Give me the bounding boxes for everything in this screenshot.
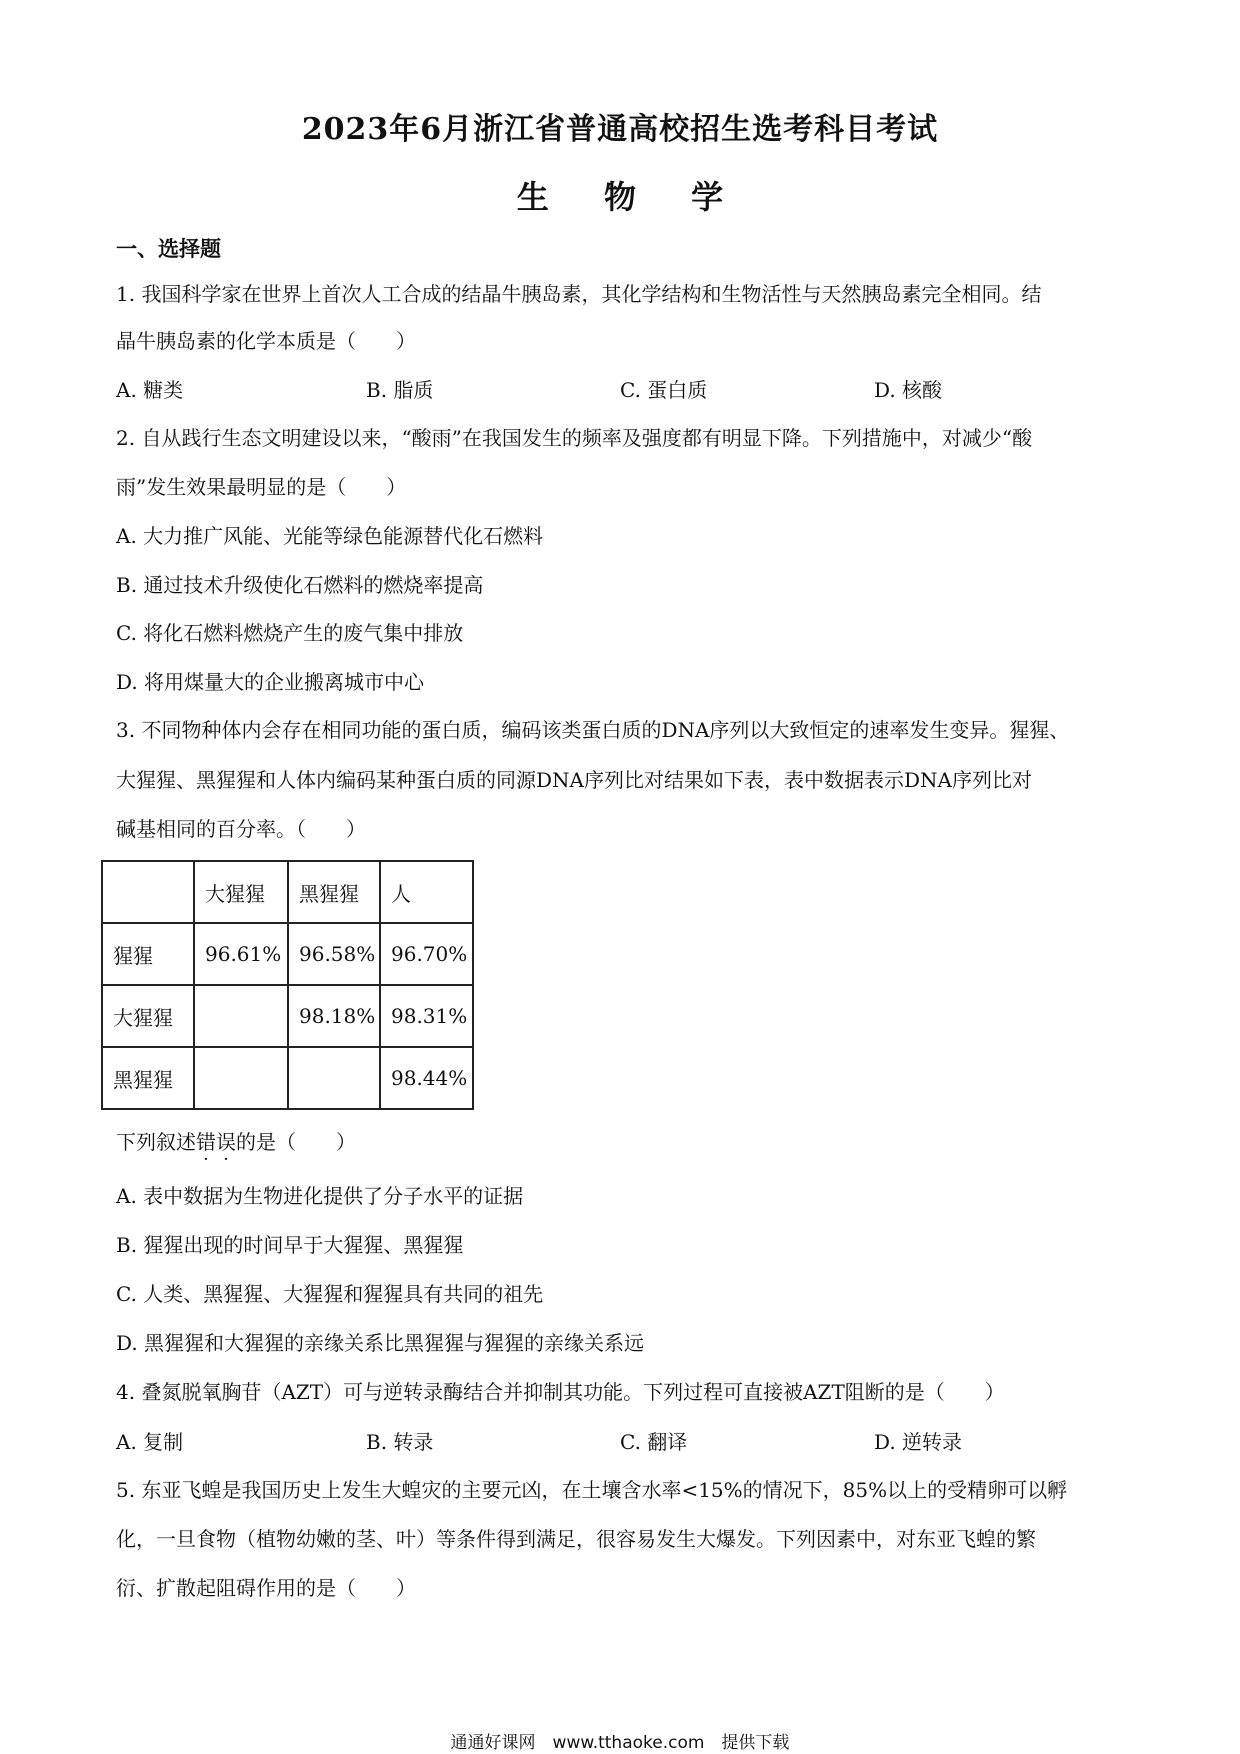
q5-stem-line2: 化，一旦食物（植物幼嫩的茎、叶）等条件得到满足，很容易发生大爆发。下列因素中，对东亚飞蝗的繁 xyxy=(116,1527,1036,1551)
q1-stem-line1: 1. 我国科学家在世界上首次人工合成的结晶牛胰岛素，其化学结构和生物活性与天然胰岛素完全相同。结 xyxy=(116,282,1042,306)
q3-stem-line2: 大猩猩、黑猩猩和人体内编码某种蛋白质的同源DNA序列比对结果如下表，表中数据表示DNA序列比对 xyxy=(116,768,1032,792)
q3-option-a: A. 表中数据为生物进化提供了分子水平的证据 xyxy=(116,1184,524,1208)
emphasis-char: 误 xyxy=(216,1130,236,1154)
q2-stem-line1: 2. 自从践行生态文明建设以来，“酸雨”在我国发生的频率及强度都有明显下降。下列措施中，对减少“酸 xyxy=(116,426,1033,450)
q2-option-b: B. 通过技术升级使化石燃料的燃烧率提高 xyxy=(116,573,484,597)
table-cell: 96.61% xyxy=(194,923,288,985)
table-header-row xyxy=(102,861,473,923)
q1-option-d: D. 核酸 xyxy=(874,378,943,402)
q4-option-a: A. 复制 xyxy=(116,1430,184,1454)
table-row-label: 大猩猩 xyxy=(102,985,194,1047)
q4-option-b: B. 转录 xyxy=(366,1430,434,1454)
q1-option-c: C. 蛋白质 xyxy=(620,378,708,402)
table-cell: 98.18% xyxy=(288,985,380,1047)
table-cell: 96.70% xyxy=(380,923,473,985)
table-row xyxy=(102,985,473,1047)
table-corner-cell xyxy=(102,861,194,923)
table-header-cell: 黑猩猩 xyxy=(288,861,380,923)
q4-option-c: C. 翻译 xyxy=(620,1430,688,1454)
table-header-cell: 人 xyxy=(380,861,473,923)
q5-stem-line3: 衍、扩散起阻碍作用的是（ ） xyxy=(116,1576,416,1600)
q3-option-d: D. 黑猩猩和大猩猩的亲缘关系比黑猩猩与猩猩的亲缘关系远 xyxy=(116,1331,645,1355)
table-row xyxy=(102,1047,473,1109)
q3-option-c: C. 人类、黑猩猩、大猩猩和猩猩具有共同的祖先 xyxy=(116,1282,544,1306)
emphasis-char: 错 xyxy=(196,1130,216,1154)
q3-stem-line3: 碱基相同的百分率。（ ） xyxy=(116,817,366,841)
q4-option-d: D. 逆转录 xyxy=(874,1430,963,1454)
q3-prompt-pre: 下列叙述 xyxy=(116,1130,196,1154)
q2-option-a: A. 大力推广风能、光能等绿色能源替代化石燃料 xyxy=(116,524,544,548)
q3-option-b: B. 猩猩出现的时间早于大猩猩、黑猩猩 xyxy=(116,1233,464,1257)
table-row xyxy=(102,923,473,985)
table-header-cell: 大猩猩 xyxy=(194,861,288,923)
table-cell xyxy=(194,985,288,1047)
section-heading: 一、选择题 xyxy=(116,236,221,261)
table-row-label: 黑猩猩 xyxy=(102,1047,194,1109)
table-cell xyxy=(288,1047,380,1109)
q3-prompt-post: 的是（ ） xyxy=(236,1130,356,1154)
q1-option-a: A. 糖类 xyxy=(116,378,184,402)
table-cell: 98.31% xyxy=(380,985,473,1047)
q2-option-c: C. 将化石燃料燃烧产生的废气集中排放 xyxy=(116,621,464,645)
q3-stem-line1: 3. 不同物种体内会存在相同功能的蛋白质，编码该类蛋白质的DNA序列以大致恒定的速率发生变异。猩猩、 xyxy=(116,718,1070,742)
subject-title: 生 物 学 xyxy=(516,178,746,216)
table-cell xyxy=(194,1047,288,1109)
table-cell: 96.58% xyxy=(288,923,380,985)
q1-stem-line2: 晶牛胰岛素的化学本质是（ ） xyxy=(116,329,416,353)
footer-source: 通通好课网 www.tthaoke.com 提供下载 xyxy=(450,1733,790,1753)
q5-stem-line1: 5. 东亚飞蝗是我国历史上发生大蝗灾的主要元凶，在土壤含水率<15%的情况下，85%以上的受精卵可以孵 xyxy=(116,1478,1068,1502)
q4-stem: 4. 叠氮脱氧胸苷（AZT）可与逆转录酶结合并抑制其功能。下列过程可直接被AZT阻断的是（ ） xyxy=(116,1380,1005,1404)
exam-title: 2023年6月浙江省普通高校招生选考科目考试 xyxy=(301,112,939,147)
q2-stem-line2: 雨”发生效果最明显的是（ ） xyxy=(116,475,407,499)
dna-comparison-table xyxy=(101,860,474,1110)
table-row-label: 猩猩 xyxy=(102,923,194,985)
q2-option-d: D. 将用煤量大的企业搬离城市中心 xyxy=(116,670,425,694)
q1-option-b: B. 脂质 xyxy=(366,378,434,402)
table-cell: 98.44% xyxy=(380,1047,473,1109)
q3-prompt xyxy=(116,1128,356,1156)
